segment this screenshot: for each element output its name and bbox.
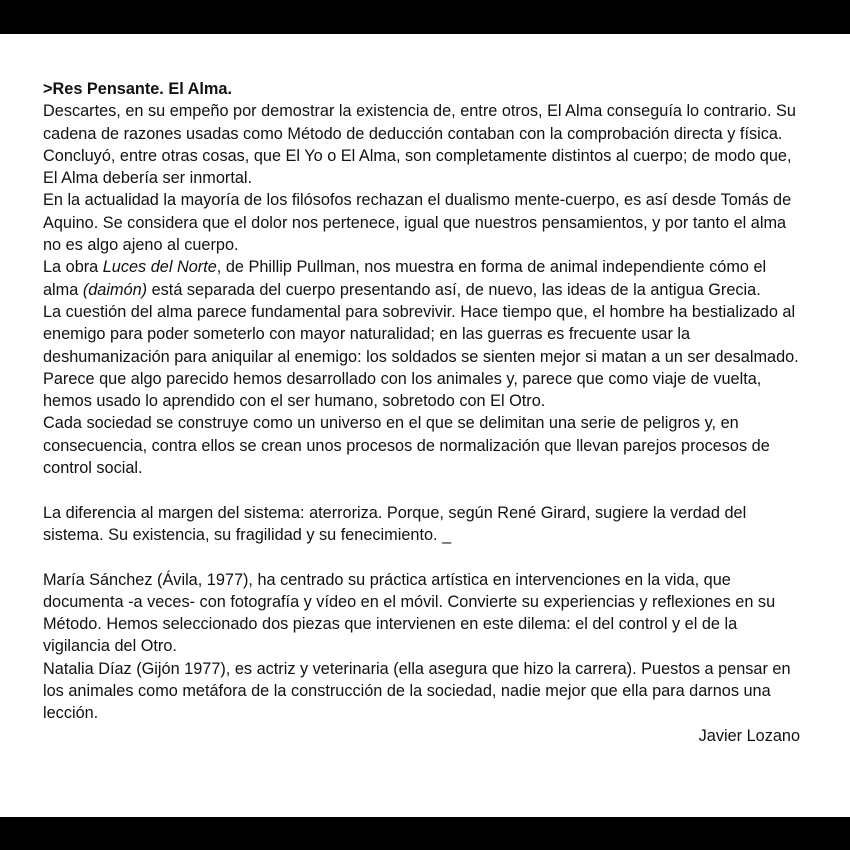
pullman-text-a: La obra bbox=[43, 258, 103, 277]
paragraph-descartes: Descartes, en su empeño por demostrar la existencia de, entre otros, El Alma conseguía lo contrario. Su cadena de razones usadas como Método de deducción contaban con la comprobación directa y física. Concluyó, entre otras cosas, que El Yo o El Alma, son completamente distintos al cuerpo; de modo que, El Alma debería ser inmortal. bbox=[43, 102, 796, 188]
paragraph-pullman bbox=[43, 256, 803, 301]
daimon-term: (daimón) bbox=[82, 280, 148, 299]
pullman-text-b: , de Phillip Pullman, nos muestra en forma de animal independiente cómo el alma bbox=[43, 258, 767, 299]
spacer bbox=[43, 479, 803, 501]
pullman-text-c: está separada del cuerpo presentando así, de nuevo, las ideas de la antigua Grecia. bbox=[147, 280, 761, 299]
top-black-bar bbox=[0, 0, 850, 34]
book-title: Luces del Norte bbox=[102, 258, 217, 277]
paragraph-natalia-diaz: Natalia Díaz (Gijón 1977), es actriz y veterinaria (ella asegura que hizo la carrera). Puestos a pensar en los animales como metáfora de la construcción de la sociedad, nadie mejor que ella para darnos una lección. bbox=[43, 659, 791, 723]
paragraph-society: Cada sociedad se construye como un universo en el que se delimitan una serie de peligros y, en consecuencia, contra ellos se crean unos procesos de normalización que llevan parejos procesos de control social. bbox=[43, 414, 770, 478]
document-text bbox=[43, 78, 803, 747]
paragraph-girard: La diferencia al margen del sistema: aterroriza. Porque, según René Girard, sugiere la verdad del sistema. Su existencia, su fragilidad y su fenecimiento. _ bbox=[43, 503, 747, 544]
document-title: >Res Pensante. El Alma. bbox=[43, 80, 232, 98]
paragraph-soul-survival: La cuestión del alma parece fundamental para sobrevivir. Hace tiempo que, el hombre ha bestializado al enemigo para poder someterlo con mayor naturalidad; en las guerras es frecuente usar la deshumanización para aniquilar al enemigo: los soldados se sienten mejor si matan a un ser desalmado. Parece que algo parecido hemos desarrollado con los animales y, parece que como viaje de vuelta, hemos usado lo aprendido con el ser humano, sobretodo con El Otro. bbox=[43, 302, 799, 411]
bottom-black-bar bbox=[0, 817, 850, 850]
document-page bbox=[0, 34, 850, 817]
paragraph-dualism: En la actualidad la mayoría de los filósofos rechazan el dualismo mente-cuerpo, es así desde Tomás de Aquino. Se considera que el dolor nos pertenece, igual que nuestros pensamientos, y por tanto el alma no es algo ajeno al cuerpo. bbox=[43, 191, 792, 255]
paragraph-maria-sanchez: María Sánchez (Ávila, 1977), ha centrado su práctica artística en intervenciones en la vida, que documenta -a veces- con fotografía y vídeo en el móvil. Convierte su experiencias y reflexiones en su Método. Hemos seleccionado dos piezas que intervienen en este dilema: el del control y el de la vigilancia del Otro. bbox=[43, 570, 776, 656]
spacer bbox=[43, 546, 803, 568]
author-signature: Javier Lozano bbox=[698, 726, 800, 745]
